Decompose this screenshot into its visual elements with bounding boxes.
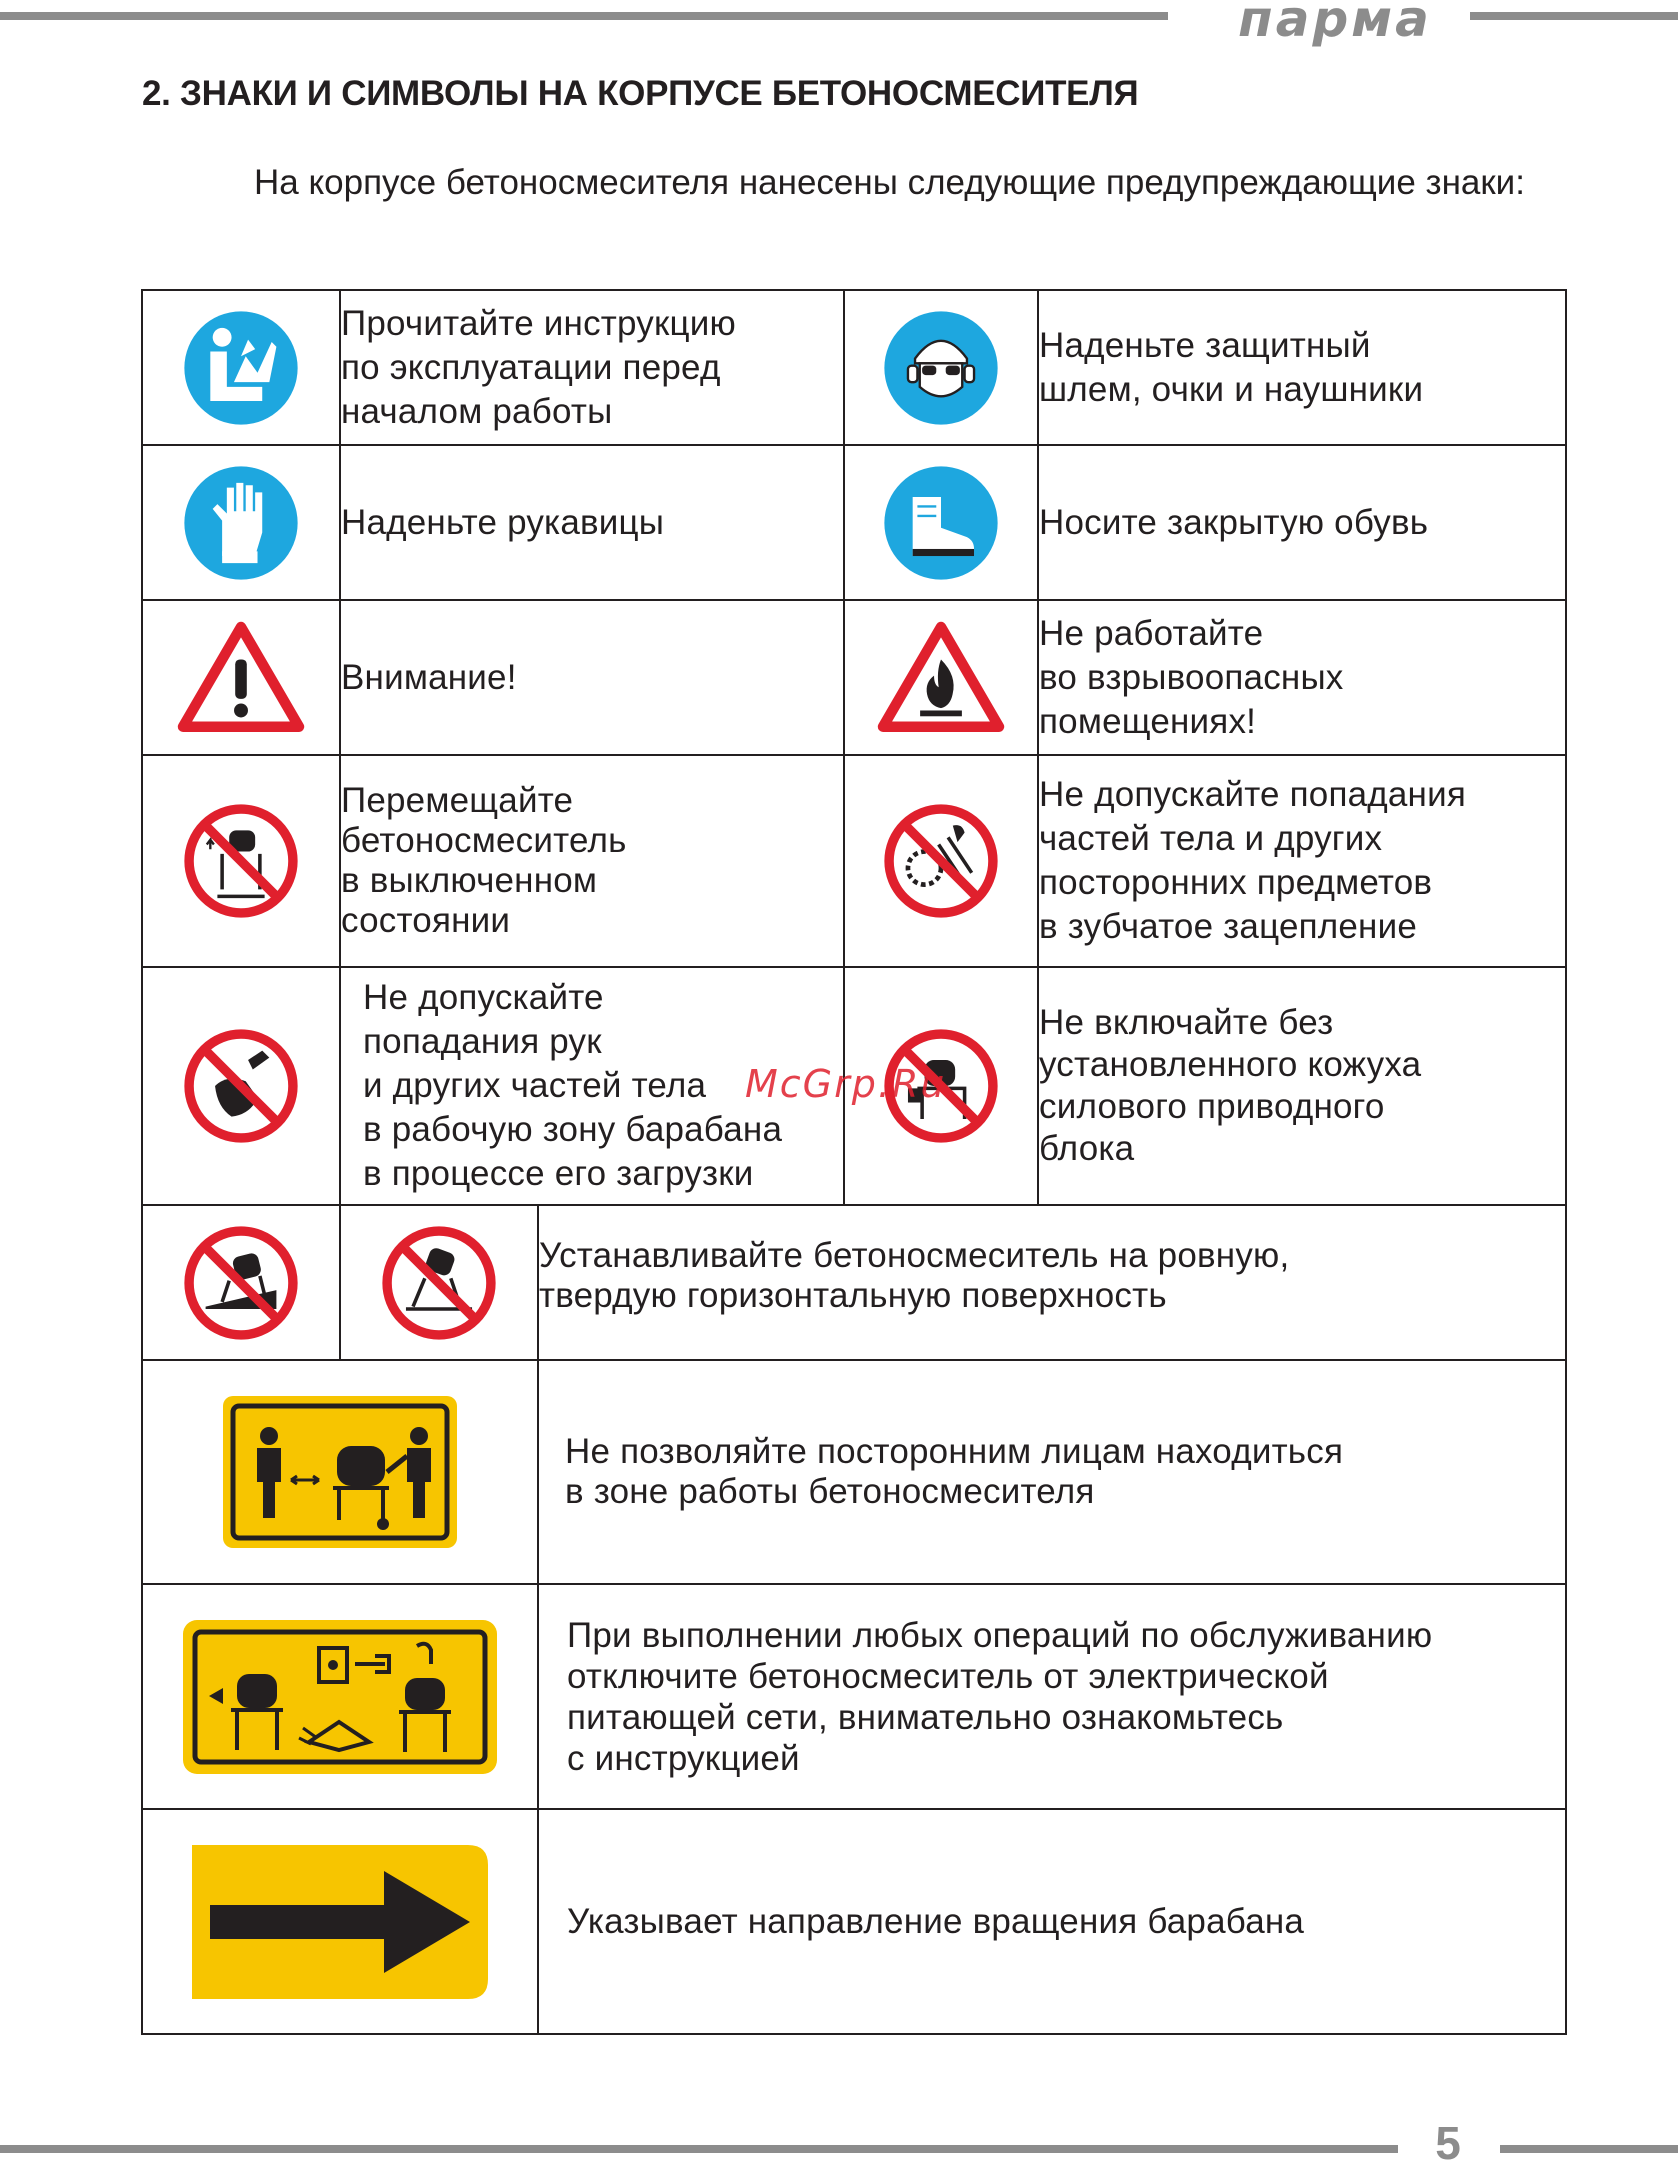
sign-text-cell xyxy=(1038,600,1566,755)
sign-cell xyxy=(844,600,1038,755)
sign-cell xyxy=(142,1360,538,1584)
sign-cell xyxy=(142,290,340,445)
table-row xyxy=(142,445,1566,600)
sign-text-cell xyxy=(1038,290,1566,445)
sign-text: Перемещайте бетоносмеситель в выключенном состоянии xyxy=(341,781,627,940)
sign-text: Устанавливайте бетоносмеситель на ровную, твердую горизонтальную поверхность xyxy=(539,1236,1290,1315)
intro-paragraph: На корпусе бетоносмесителя нанесены следующие предупреждающие знаки: xyxy=(254,163,1525,202)
sign-text-cell xyxy=(340,755,844,967)
sign-text: Не работайте во взрывоопасных помещениях! xyxy=(1039,613,1344,741)
footer-rule-left xyxy=(0,2145,1398,2153)
sign-cell xyxy=(142,1205,340,1360)
table-row xyxy=(142,1360,1566,1584)
sign-text-cell xyxy=(1038,755,1566,967)
sign-text: Не позволяйте посторонним лицам находиться в зоне работы бетоносмесителя xyxy=(565,1432,1344,1511)
no-hand-in-drum-icon xyxy=(182,1027,300,1145)
sign-cell xyxy=(142,755,340,967)
gloves-icon xyxy=(182,464,300,582)
sign-text: Не включайте без установленного кожуха силового приводного блока xyxy=(1039,1003,1422,1168)
rotation-arrow-icon xyxy=(188,1841,492,2003)
sign-text: Указывает направление вращения барабана xyxy=(567,1901,1305,1941)
sign-text: Не допускайте попадания рук и других частей тела в рабочую зону барабана в процессе его загрузки xyxy=(363,978,783,1193)
sign-text-cell xyxy=(538,1205,1566,1360)
sign-text-cell xyxy=(538,1360,1566,1584)
no-moving-running-mixer-icon xyxy=(182,802,300,920)
sign-text: Прочитайте инструкцию по эксплуатации перед началом работы xyxy=(341,303,736,431)
sign-text-cell xyxy=(340,445,844,600)
table-row xyxy=(142,1809,1566,2034)
brand-logo: парма xyxy=(1238,0,1432,48)
no-slope-install-icon xyxy=(182,1224,300,1342)
sign-text: Внимание! xyxy=(341,657,517,697)
sign-text: Наденьте рукавицы xyxy=(341,502,665,542)
sign-text-cell xyxy=(538,1584,1566,1809)
flammable-warning-icon xyxy=(876,620,1006,736)
watermark: McGrp.Ru xyxy=(745,1062,947,1106)
header-rule-right xyxy=(1470,12,1678,20)
table-row xyxy=(142,755,1566,967)
sign-cell xyxy=(142,967,340,1205)
keep-distance-sign-icon xyxy=(219,1392,461,1552)
sign-text-cell xyxy=(340,600,844,755)
header-rule-left xyxy=(0,12,1168,20)
table-row xyxy=(142,290,1566,445)
sign-text: Носите закрытую обувь xyxy=(1039,502,1429,542)
helmet-goggles-earmuffs-icon xyxy=(882,309,1000,427)
sign-text: При выполнении любых операций по обслуживанию отключите бетоносмеситель от электрической питающей сети, внимательно ознакомьтесь с инструкцией xyxy=(567,1615,1433,1778)
sign-text-cell xyxy=(1038,967,1566,1205)
read-manual-icon xyxy=(182,309,300,427)
sign-text: Не допускайте попадания частей тела и других посторонних предметов в зубчатое зацепление xyxy=(1039,775,1466,946)
sign-cell xyxy=(142,1809,538,2034)
sign-text: Наденьте защитный шлем, очки и наушники xyxy=(1039,325,1424,409)
no-hand-in-gear-icon xyxy=(882,802,1000,920)
sign-cell xyxy=(844,755,1038,967)
no-tilted-install-icon xyxy=(380,1224,498,1342)
sign-text-cell xyxy=(340,290,844,445)
footer-rule-right xyxy=(1500,2145,1678,2153)
sign-cell xyxy=(142,600,340,755)
sign-cell xyxy=(142,445,340,600)
sign-cell xyxy=(844,290,1038,445)
warning-exclamation-icon xyxy=(176,620,306,736)
sign-text-cell xyxy=(1038,445,1566,600)
sign-cell xyxy=(142,1584,538,1809)
section-title: 2. ЗНАКИ И СИМВОЛЫ НА КОРПУСЕ БЕТОНОСМЕСИТЕЛЯ xyxy=(142,74,1139,113)
page-number: 5 xyxy=(1435,2117,1461,2169)
signs-table xyxy=(141,289,1567,2035)
sign-text-cell xyxy=(538,1809,1566,2034)
table-row xyxy=(142,1584,1566,1809)
unplug-before-service-sign-icon xyxy=(179,1616,501,1778)
sign-cell xyxy=(340,1205,538,1360)
sign-cell xyxy=(844,445,1038,600)
boots-icon xyxy=(882,464,1000,582)
table-row xyxy=(142,600,1566,755)
table-row xyxy=(142,1205,1566,1360)
